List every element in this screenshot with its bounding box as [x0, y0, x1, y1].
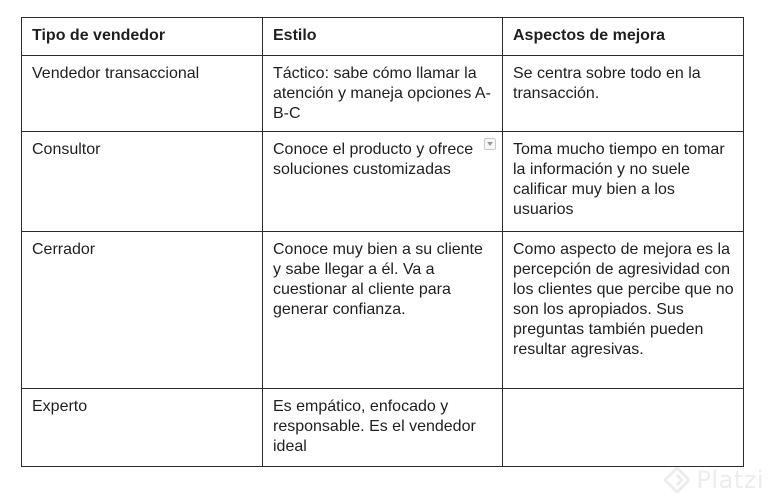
header-aspectos-de-mejora: Aspectos de mejora — [503, 18, 744, 56]
cell-tipo: Consultor — [22, 132, 263, 232]
header-tipo-de-vendedor: Tipo de vendedor — [22, 18, 263, 56]
cell-tipo: Cerrador — [22, 232, 263, 389]
table-header-row — [22, 18, 744, 56]
cell-mejora: Se centra sobre todo en la transacción. — [503, 56, 744, 132]
platzi-logo-icon — [664, 467, 690, 493]
cell-estilo: Conoce el producto y ofrece soluciones customizadas — [273, 141, 474, 178]
header-estilo: Estilo — [263, 18, 503, 56]
cell-estilo: Es empático, enfocado y responsable. Es el vendedor ideal — [263, 389, 503, 467]
table-row — [22, 132, 744, 232]
cell-tipo: Experto — [22, 389, 263, 467]
cell-mejora: Toma mucho tiempo en tomar la información y no suele calificar muy bien a los usuarios — [503, 132, 744, 232]
cell-estilo: Conoce muy bien a su cliente y sabe llegar a él. Va a cuestionar al cliente para generar confianza. — [263, 232, 503, 389]
cell-estilo-container — [263, 132, 503, 232]
table-row — [22, 232, 744, 389]
cell-mejora — [503, 389, 744, 467]
vendor-types-table — [21, 17, 744, 467]
cell-estilo: Táctico: sabe cómo llamar la atención y maneja opciones A-B-C — [263, 56, 503, 132]
cell-mejora: Como aspecto de mejora es la percepción de agresividad con los clientes que percibe que no son los apropiados. Sus preguntas también pueden resultar agresivas. — [503, 232, 744, 389]
table-row — [22, 56, 744, 132]
chevron-down-icon[interactable] — [484, 138, 496, 150]
platzi-brand-text: Platzi — [696, 466, 764, 494]
platzi-watermark — [664, 466, 764, 494]
table-row — [22, 389, 744, 467]
cell-tipo: Vendedor transaccional — [22, 56, 263, 132]
